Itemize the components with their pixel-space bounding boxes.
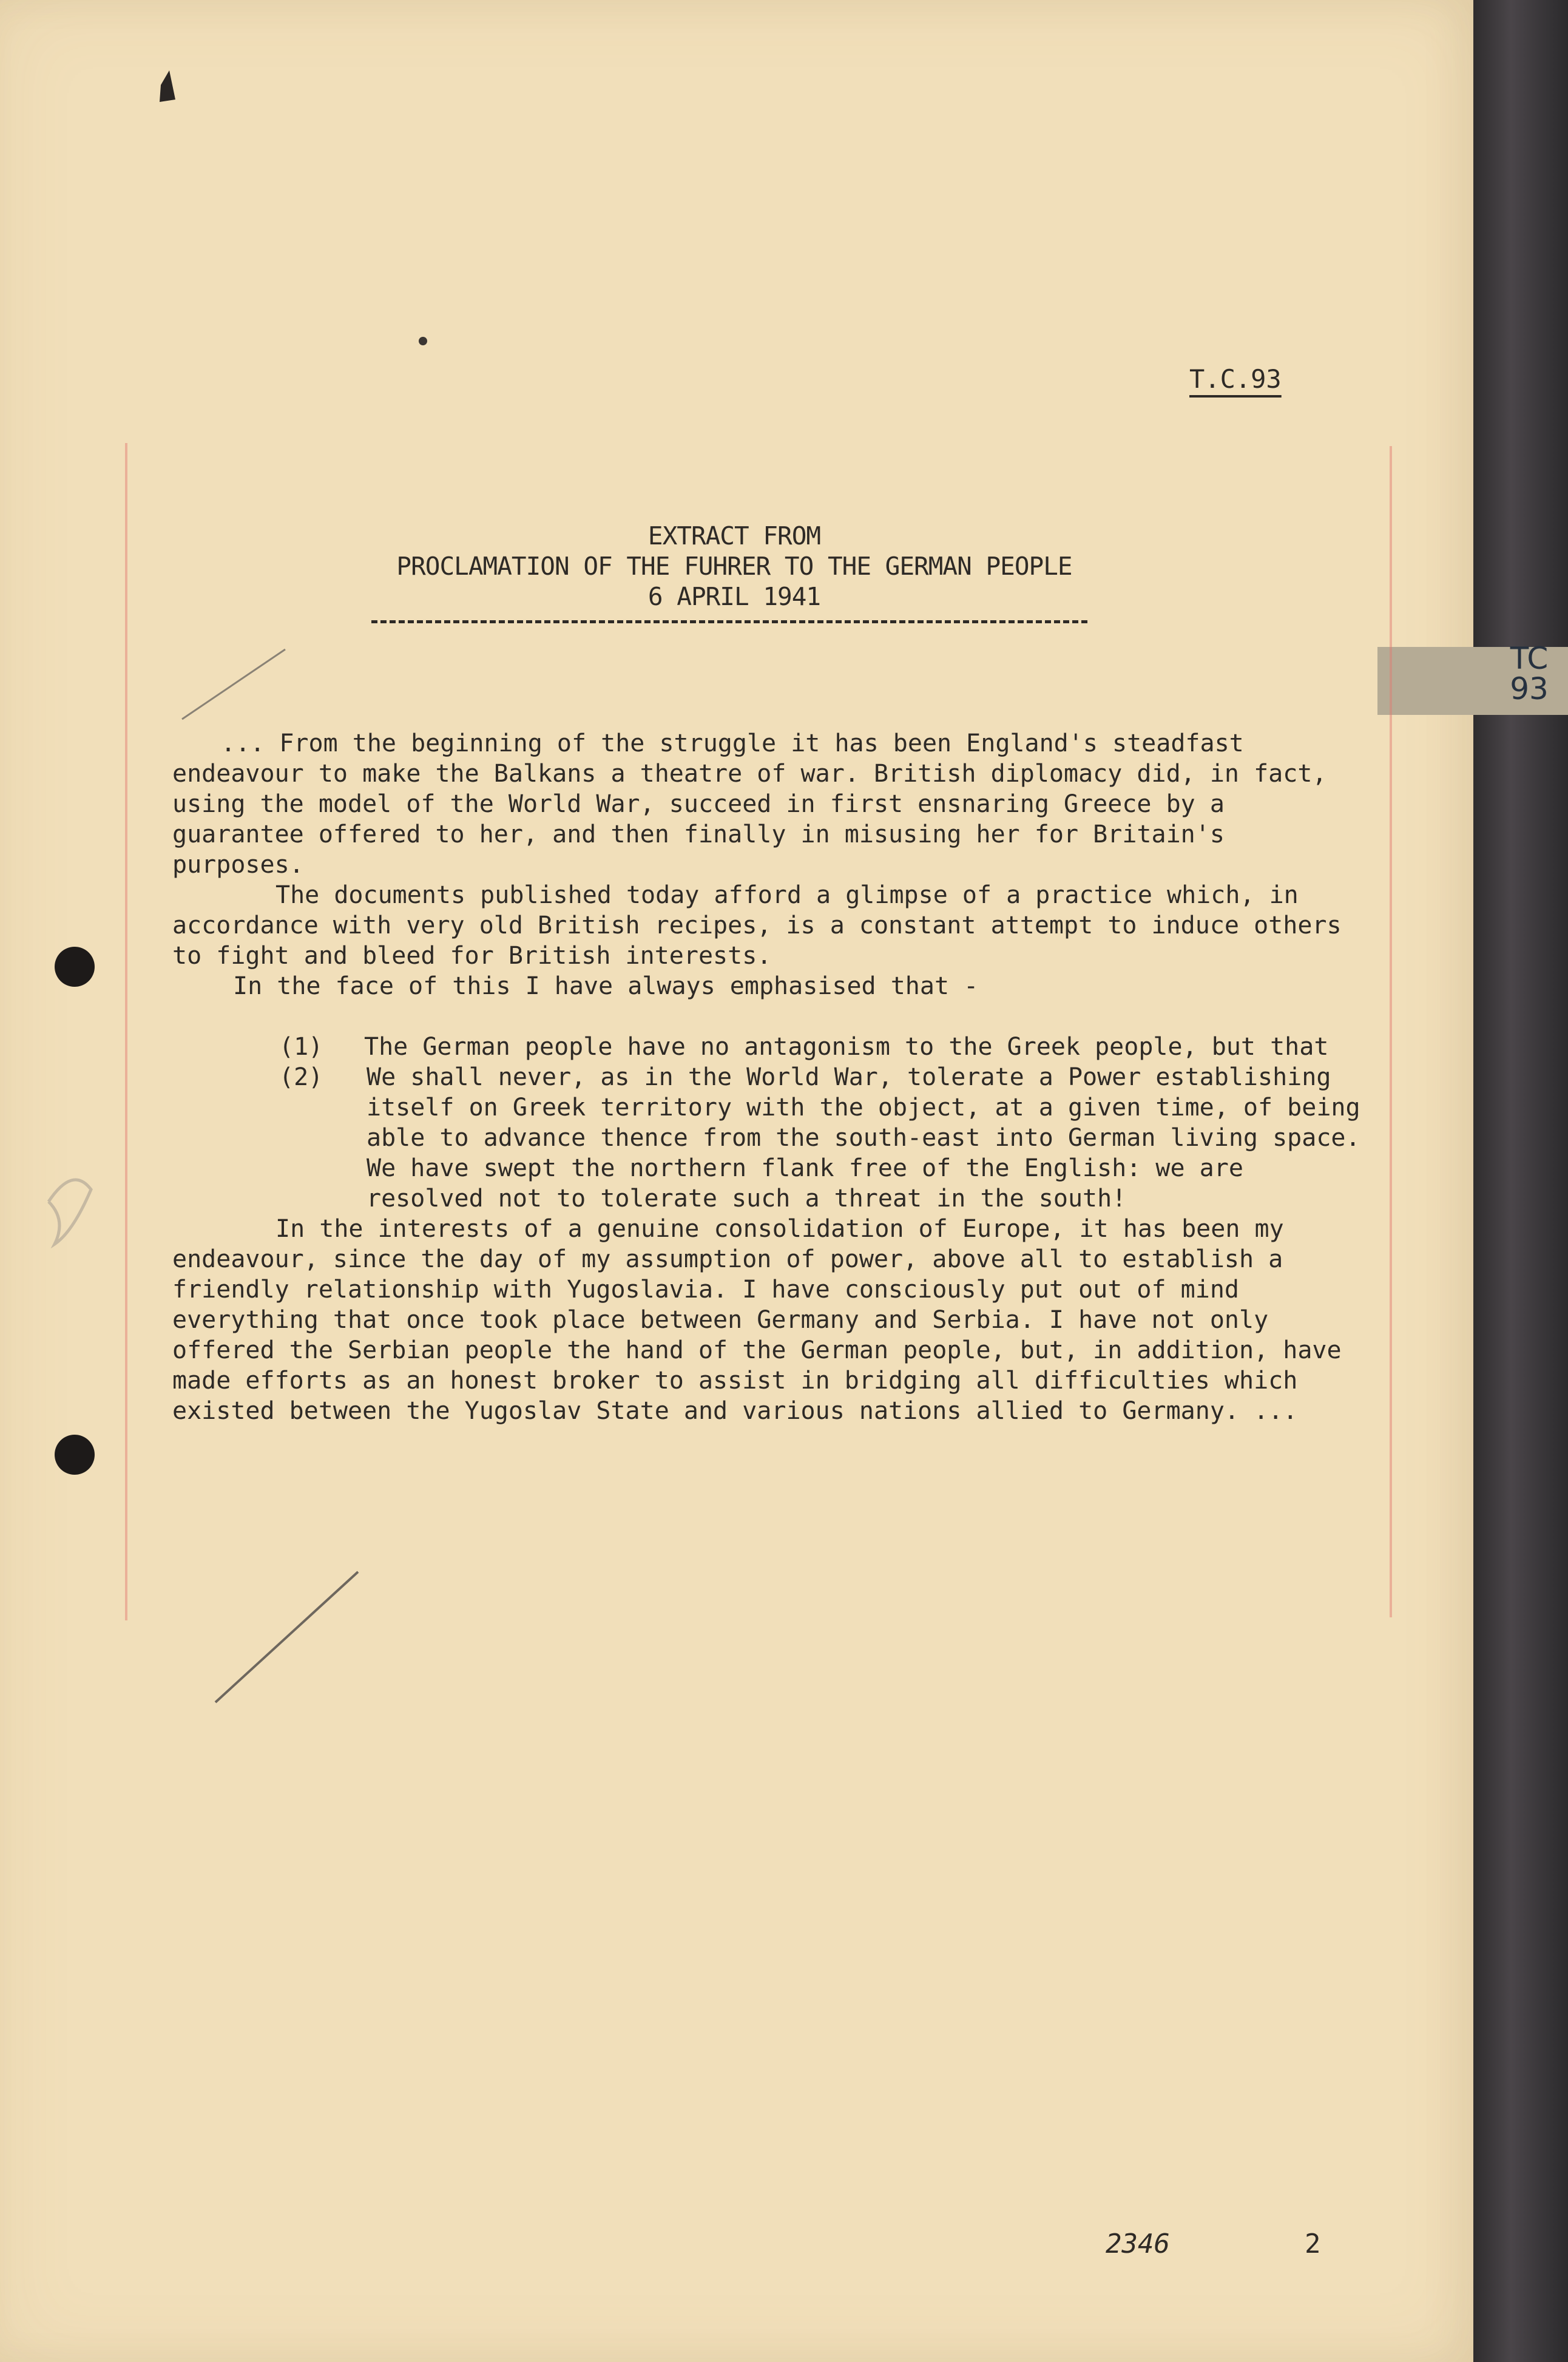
archive-tab-label: TC 93 [1510,641,1549,706]
list-item-text: The German people have no antagonism to the Greek people, but that [364,1033,1329,1061]
paragraph-2: The documents published today afford a glimpse of a practice which, in accordance with very old British recipes, is a constant attempt to induce others to fight and bleed for British interests. [172,881,1342,970]
closing-paragraph: In the interests of a genuine consolidation of Europe, it has been my endeavour, since the day of my assumption of power, above all to establish a friendly relationship with Yugoslavia. I have consciously put out of mind everything that once took place between Germany and Serbia. I have not only offered the Serbian people the hand of the German people, but, in addition, have made efforts as an honest broker to assist in bridging all difficulties which existed between the Yugoslav State and various nations allied to Germany. ... [172,1215,1342,1425]
heading-line-1: EXTRACT FROM [647,521,821,550]
ink-smudge-icon [160,70,175,102]
heading-line-3: 6 APRIL 1941 [647,582,821,611]
list-item-number: (1) [279,1033,323,1061]
binding-edge [1473,0,1568,2362]
list-item-text: We shall never, as in the World War, tolerate a Power establishing itself on Greek territory with the object, at a given time, of being able to advance thence from the south-east into German living space. We have swept the northern flank free of the English: we are resolved not to tolerate such a threat in the south! [367,1063,1360,1213]
paragraph-1: ... From the beginning of the struggle it has been England's steadfast endeavour to make the Balkans a theatre of war. British diplomacy did, in fact, using the model of the World War, succeed in first ensnaring Greece by a guarantee offered to her, and then finally in misusing her for Britain's purposes. [172,729,1327,879]
ink-dot-icon [419,337,427,345]
faint-signature-mark [49,1180,91,1244]
reference-number: T.C.93 [1189,364,1282,394]
list-item-number: (2) [279,1063,323,1091]
heading-line-2: PROCLAMATION OF THE FUHRER TO THE GERMAN PEOPLE [396,552,1072,581]
footer-document-number: 2346 [1106,2228,1170,2259]
pencil-stroke-top [182,649,285,719]
footer-page-number: 2 [1305,2228,1321,2259]
pencil-stroke-bottom [215,1572,358,1702]
paragraph-3: In the face of this I have always emphasised that - [233,972,979,1000]
